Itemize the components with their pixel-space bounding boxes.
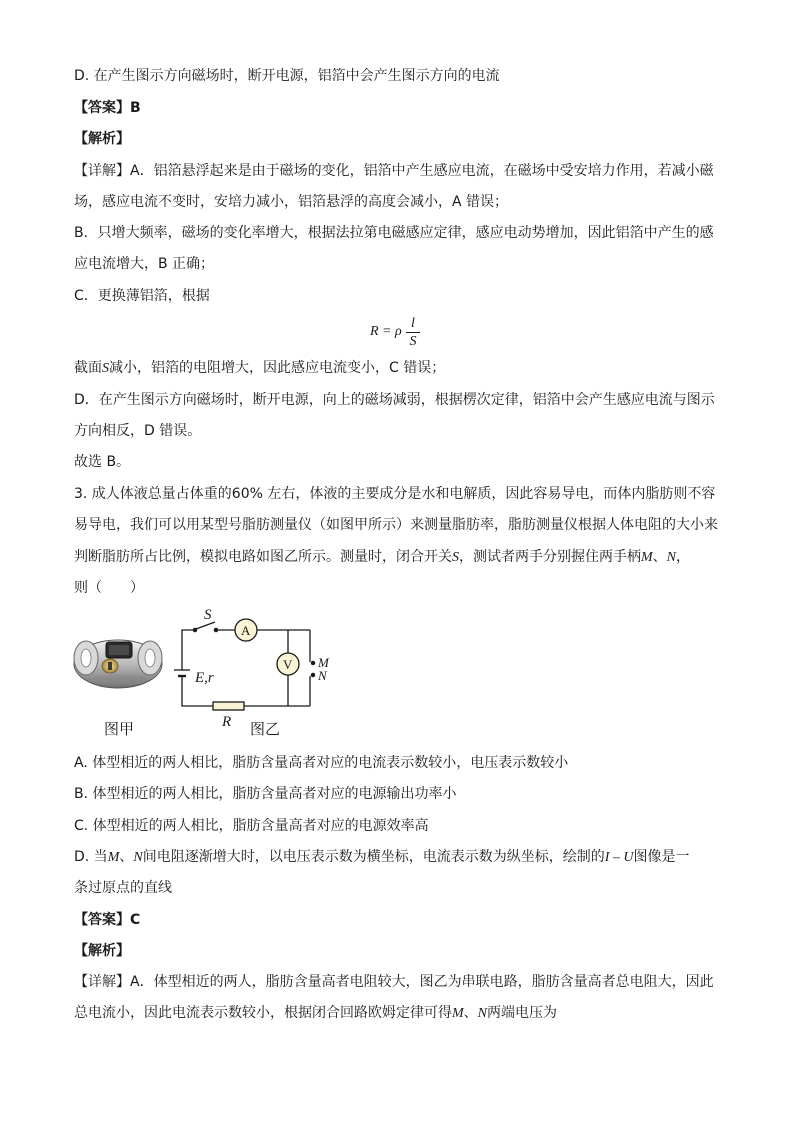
- q2-detail-a-line2: 场，感应电流不变时，安培力减小，铝箔悬浮的高度会减小，A 错误；: [74, 194, 509, 210]
- q3-stem-line1: 3. 成人体液总量占体重的60% 左右，体液的主要成分是水和电解质，因此容易导电，而体内脂肪则不容: [74, 486, 716, 502]
- terminal-m-label: M: [318, 655, 329, 670]
- variable-m: M: [107, 850, 120, 865]
- q3-detail-a-line2: [74, 1003, 557, 1024]
- resistance-formula: [370, 316, 430, 350]
- text-segment: 、: [463, 1005, 478, 1021]
- text-segment: 总电流小，因此电流表示数较小，根据闭合回路欧姆定律可得: [74, 1005, 452, 1021]
- switch-contact: [214, 628, 217, 631]
- variable-m: M: [452, 1006, 464, 1021]
- q2-detail-c-line2: [74, 358, 445, 379]
- q2-conclusion: 故选 B。: [74, 454, 131, 470]
- variable-n: N: [666, 550, 677, 565]
- formula-fraction: [404, 316, 422, 349]
- formula-denominator: S: [409, 334, 417, 349]
- terminal-m-dot: [311, 661, 314, 664]
- text-segment: ，: [676, 549, 691, 565]
- switch-label: S: [204, 607, 212, 623]
- switch-icon: [196, 622, 215, 629]
- formula-numerator: l: [411, 316, 415, 331]
- wire: [182, 684, 213, 706]
- q3-figure: [70, 606, 350, 746]
- fat-meter-device-image: [74, 640, 162, 688]
- q2-option-d: D. 在产生图示方向磁场时，断开电源，铝箔中会产生图示方向的电流: [74, 68, 500, 84]
- text-segment: 、: [119, 849, 134, 865]
- q3-option-b: B. 体型相近的两人相比，脂肪含量高者对应的电源输出功率小: [74, 786, 457, 802]
- q2-detail-d-line2: 方向相反，D 错误。: [74, 423, 202, 439]
- q3-answer: 【答案】C: [74, 912, 141, 928]
- variable-s: S: [452, 550, 459, 565]
- text-segment: 截面: [74, 360, 102, 376]
- q2-analysis-heading: 【解析】: [74, 131, 130, 147]
- q2-detail-d-line1: D．在产生图示方向磁场时，断开电源，向上的磁场减弱，根据楞次定律，铝箔中会产生感应电流与图示: [74, 392, 715, 408]
- text-segment: 两端电压为: [487, 1005, 558, 1021]
- q3-stem-line4: 则（ ）: [74, 580, 144, 596]
- q3-option-a: A. 体型相近的两人相比，脂肪含量高者对应的电流表示数较小，电压表示数较小: [74, 755, 569, 771]
- text-segment: 、: [652, 549, 667, 565]
- ammeter-label: A: [241, 623, 251, 638]
- text-segment: 图像是一: [633, 849, 690, 865]
- terminal-n-label: N: [318, 668, 327, 683]
- terminal-n-dot: [311, 673, 314, 676]
- resistor-label: R: [222, 714, 232, 730]
- q2-detail-c-line1: C．更换薄铝箔，根据: [74, 288, 210, 304]
- q3-analysis-heading: 【解析】: [74, 943, 130, 959]
- q3-option-d-line2: 条过原点的直线: [74, 880, 172, 896]
- formula-lhs: R = ρ: [370, 324, 402, 339]
- q3-option-c: C. 体型相近的两人相比，脂肪含量高者对应的电源效率高: [74, 818, 429, 834]
- figure-jia-label: 图甲: [104, 720, 135, 738]
- text-segment: 减小，铝箔的电阻增大，因此感应电流变小，C 错误；: [109, 360, 446, 376]
- q2-detail-a-line1: 【详解】A．铝箔悬浮起来是由于磁场的变化，铝箔中产生感应电流，在磁场中受安培力作用，若减小磁: [74, 163, 714, 179]
- q2-answer: 【答案】B: [74, 100, 141, 116]
- q2-detail-b-line2: 应电流增大，B 正确；: [74, 256, 215, 272]
- q3-stem-line3: [74, 547, 690, 568]
- text-segment: ，测试者两手分别握住两手柄: [459, 549, 641, 565]
- q2-detail-b-line1: B．只增大频率，磁场的变化率增大，根据法拉第电磁感应定律，感应电动势增加，因此铝箔中产生的感: [74, 225, 714, 241]
- variable-n: N: [477, 1006, 488, 1021]
- resistor-icon: [213, 702, 244, 710]
- variable-iu: I – U: [604, 850, 634, 865]
- wire: [182, 630, 194, 670]
- battery-label: E,r: [195, 670, 214, 686]
- q3-stem-line2: 易导电，我们可以用某型号脂肪测量仪（如图甲所示）来测量脂肪率，脂肪测量仪根据人体电阻的大小来: [74, 517, 718, 533]
- fraction-bar: [406, 332, 420, 333]
- text-segment: 判断脂肪所占比例，模拟电路如图乙所示。测量时，闭合开关: [74, 549, 452, 565]
- variable-n: N: [133, 850, 143, 865]
- q3-option-d-line1: [74, 847, 689, 868]
- text-segment: D. 当: [74, 849, 108, 865]
- variable-s: S: [102, 361, 109, 376]
- text-segment: 间电阻逐渐增大时，以电压表示数为横坐标，电流表示数为纵坐标，绘制的: [142, 849, 605, 865]
- figure-yi-label: 图乙: [250, 720, 281, 738]
- q3-detail-a-line1: 【详解】A．体型相近的两人，脂肪含量高者电阻较大，图乙为串联电路，脂肪含量高者总电阻大，因此: [74, 974, 714, 990]
- voltmeter-label: V: [283, 657, 293, 672]
- variable-m: M: [641, 550, 653, 565]
